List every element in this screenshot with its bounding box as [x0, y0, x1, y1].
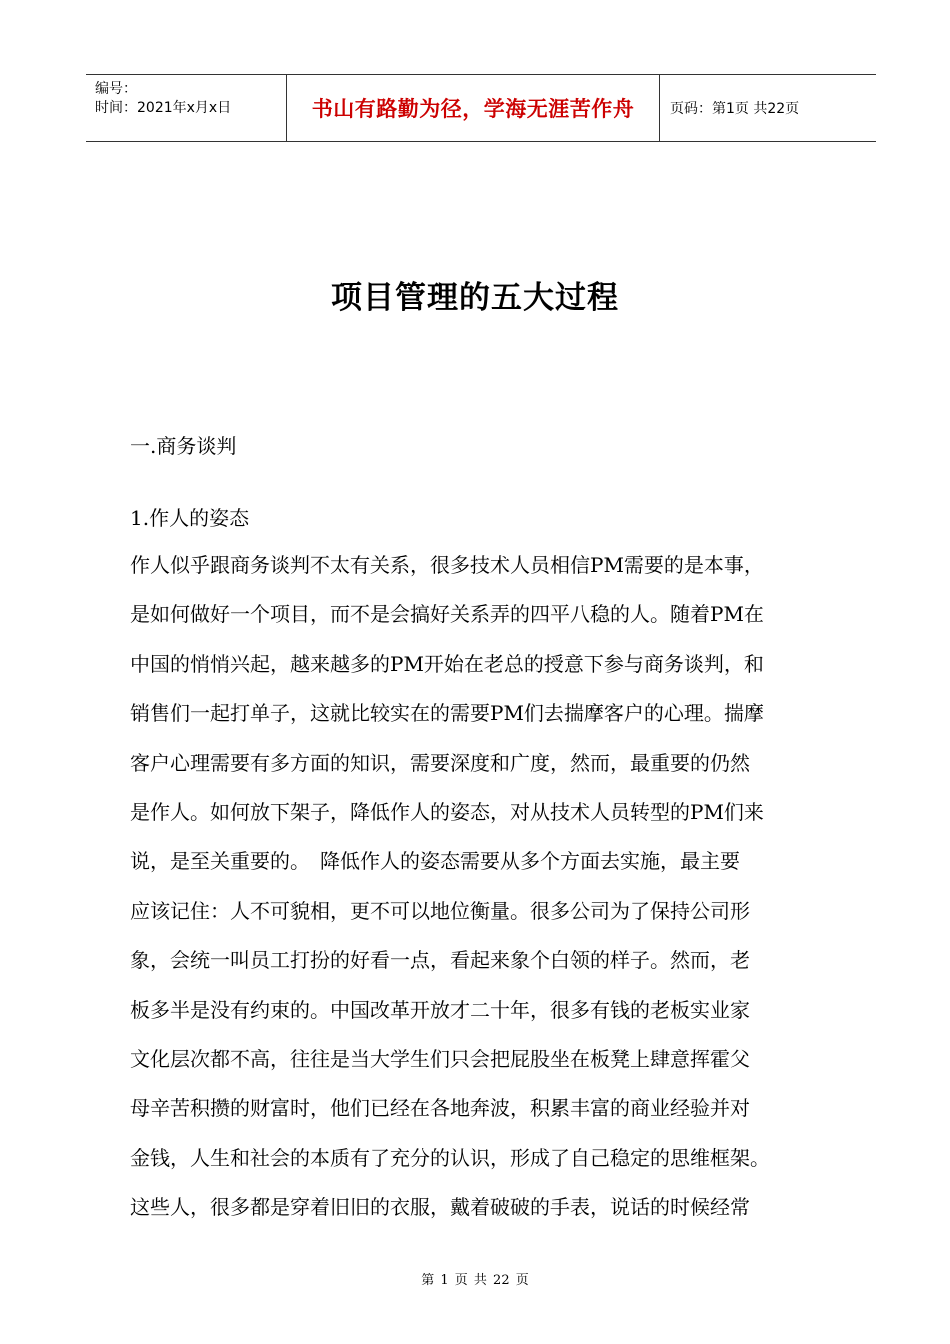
body-line: 作人似乎跟商务谈判不太有关系，很多技术人员相信PM需要的是本事， — [130, 553, 764, 577]
body-line: 销售们一起打单子，这就比较实在的需要PM们去揣摩客户的心理。揣摩 — [130, 701, 764, 726]
section-heading: 一.商务谈判 — [130, 434, 237, 458]
page-header — [86, 74, 876, 142]
body-line: 客户心理需要有多方面的知识，需要深度和广度，然而，最重要的仍然 — [130, 750, 750, 775]
sub-heading: 1.作人的姿态 — [130, 506, 250, 530]
body-line: 象，会统一叫员工打扮的好看一点，看起来象个白领的样子。然而，老 — [130, 948, 750, 973]
body-line: 应该记住：人不可貌相，更不可以地位衡量。很多公司为了保持公司形 — [130, 898, 750, 923]
body-line: 文化层次都不高，往往是当大学生们只会把屁股坐在板凳上肆意挥霍父 — [130, 1046, 750, 1071]
body-line: 是作人。如何放下架子，降低作人的姿态，对从技术人员转型的PM们来 — [130, 799, 764, 824]
body-line: 这些人，很多都是穿着旧旧的衣服，戴着破破的手表，说话的时候经常 — [130, 1195, 750, 1220]
body-line: 母辛苦积攒的财富时，他们已经在各地奔波，积累丰富的商业经验并对 — [130, 1096, 750, 1121]
body-line: 说，是至关重要的。 降低作人的姿态需要从多个方面去实施，最主要 — [130, 849, 740, 874]
body-line: 金钱，人生和社会的本质有了充分的认识，形成了自己稳定的思维框架。 — [130, 1145, 770, 1170]
header-meta — [86, 75, 287, 141]
body-paragraph — [130, 550, 830, 1241]
header-page-code: 页码：第1页 共22页 — [670, 101, 800, 117]
document-date: 时间：2021年x月x日 — [95, 100, 232, 116]
header-motto: 书山有路勤为径，学海无涯苦作舟 — [287, 75, 660, 141]
body-line: 中国的悄悄兴起，越来越多的PM开始在老总的授意下参与商务谈判，和 — [130, 651, 764, 676]
page-footer: 第 1 页 共 22 页 — [421, 1273, 529, 1288]
body-line: 是如何做好一个项目，而不是会搞好关系弄的四平八稳的人。随着PM在 — [130, 602, 764, 627]
document-number-label: 编号： — [95, 81, 137, 97]
document-title: 项目管理的五大过程 — [331, 280, 619, 316]
body-line: 板多半是没有约束的。中国改革开放才二十年，很多有钱的老板实业家 — [130, 997, 750, 1022]
